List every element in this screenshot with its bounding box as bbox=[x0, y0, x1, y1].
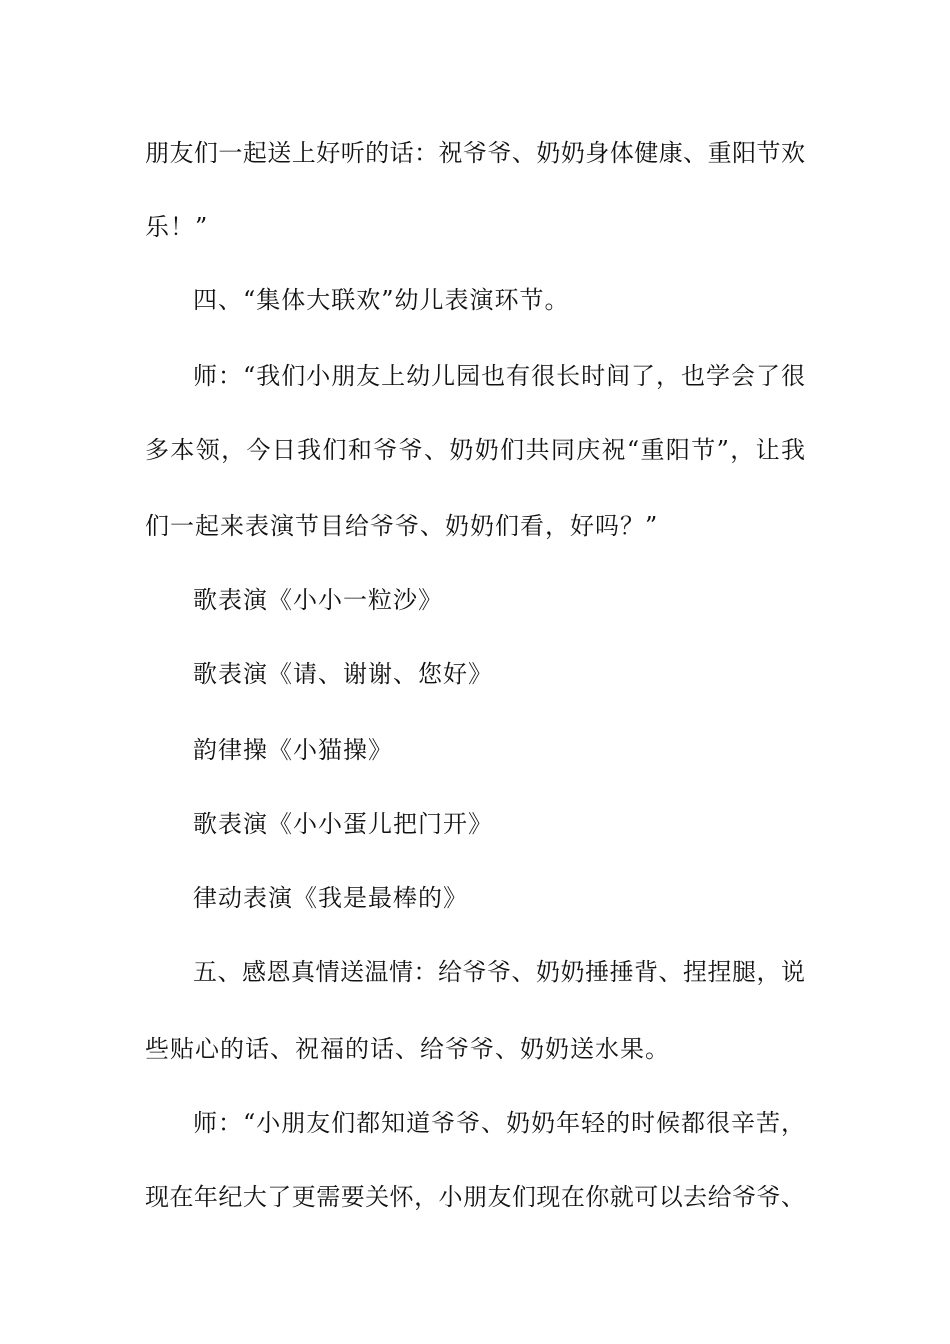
paragraph-line: 多本领，今日我们和爷爷、奶奶们共同庆祝“重阳节”，让我 bbox=[145, 436, 805, 464]
program-item: 歌表演《小小一粒沙》 bbox=[193, 586, 443, 614]
section-heading: 五、感恩真情送温情：给爷爷、奶奶捶捶背、捏捏腿，说 bbox=[193, 958, 805, 986]
paragraph-line: 们一起来表演节目给爷爷、奶奶们看，好吗？” bbox=[145, 512, 659, 540]
section-heading: 四、“集体大联欢”幼儿表演环节。 bbox=[193, 286, 570, 314]
paragraph-line: 朋友们一起送上好听的话：祝爷爷、奶奶身体健康、重阳节欢 bbox=[145, 139, 805, 167]
program-item: 韵律操《小猫操》 bbox=[193, 736, 393, 764]
paragraph-line: 师：“我们小朋友上幼儿园也有很长时间了，也学会了很 bbox=[193, 362, 805, 390]
paragraph-line: 现在年纪大了更需要关怀，小朋友们现在你就可以去给爷爷、 bbox=[145, 1183, 805, 1211]
paragraph-line: 乐！” bbox=[145, 213, 209, 241]
program-item: 律动表演《我是最棒的》 bbox=[193, 884, 468, 912]
paragraph-line: 些贴心的话、祝福的话、给爷爷、奶奶送水果。 bbox=[145, 1035, 670, 1063]
paragraph-line: 师：“小朋友们都知道爷爷、奶奶年轻的时候都很辛苦， bbox=[193, 1109, 805, 1137]
program-item: 歌表演《小小蛋儿把门开》 bbox=[193, 810, 493, 838]
program-item: 歌表演《请、谢谢、您好》 bbox=[193, 660, 493, 688]
